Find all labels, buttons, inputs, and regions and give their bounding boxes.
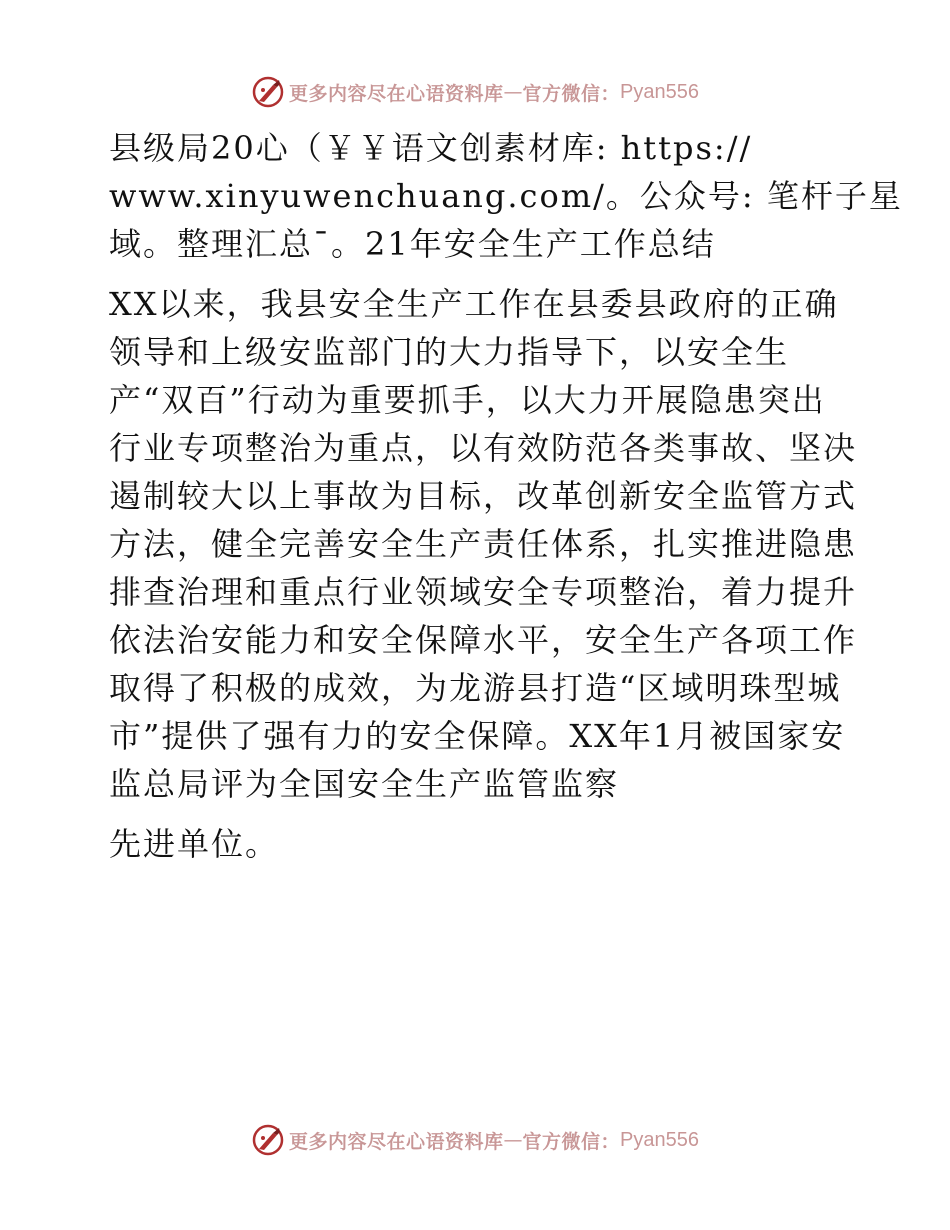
body-line: XX以来，我县安全生产工作在县委县政府的正确 [109,285,839,323]
banner-label: 官方微信： [522,1130,621,1153]
document-content [97,124,903,880]
body-line: 产“双百”行动为重要抓手，以大力开展隐患突出 [109,381,826,419]
banner-text: 更多内容尽在心语资料库 [289,82,504,105]
title-line: www.xinyuwenchuang.com/。公众号: 笔杆子星 [109,177,903,215]
body-line: 行业专项整治为重点，以有效防范各类事故、坚决 [109,429,858,467]
body-line: 市”提供了强有力的安全保障。XX年1月被国家安 [109,717,846,755]
document-title [97,124,903,268]
pen-quill-logo-icon [251,75,285,109]
body-line: 方法，健全完善安全生产责任体系，扎实推进隐患 [109,525,858,563]
body-line: 遏制较大以上事故为目标，改革创新安全监管方式 [109,477,858,515]
pen-quill-logo-icon [251,1123,285,1157]
banner-separator: — [503,1129,523,1151]
title-line: 域。整理汇总¯。21年安全生产工作总结 [109,225,716,263]
banner-separator: — [503,81,523,103]
closing-line: 先进单位。 [109,825,280,863]
header-banner [0,72,950,112]
title-line: 县级局20心（￥￥语文创素材库: https:// [109,129,753,167]
banner-text: 更多内容尽在心语资料库 [289,1130,504,1153]
body-paragraph [97,280,857,808]
banner-account: Pyan556 [620,80,699,103]
body-line: 排查治理和重点行业领域安全专项整治，着力提升 [109,573,858,611]
body-line: 依法治安能力和安全保障水平，安全生产各项工作 [109,621,858,659]
footer-banner [0,1120,950,1160]
closing-paragraph [97,820,857,868]
banner-account: Pyan556 [620,1128,699,1151]
body-line: 领导和上级安监部门的大力指导下，以安全生 [109,333,790,371]
banner-label: 官方微信： [522,82,621,105]
body-line: 取得了积极的成效，为龙游县打造“区域明珠型城 [109,669,842,707]
body-line: 监总局评为全国安全生产监管监察 [109,765,620,803]
